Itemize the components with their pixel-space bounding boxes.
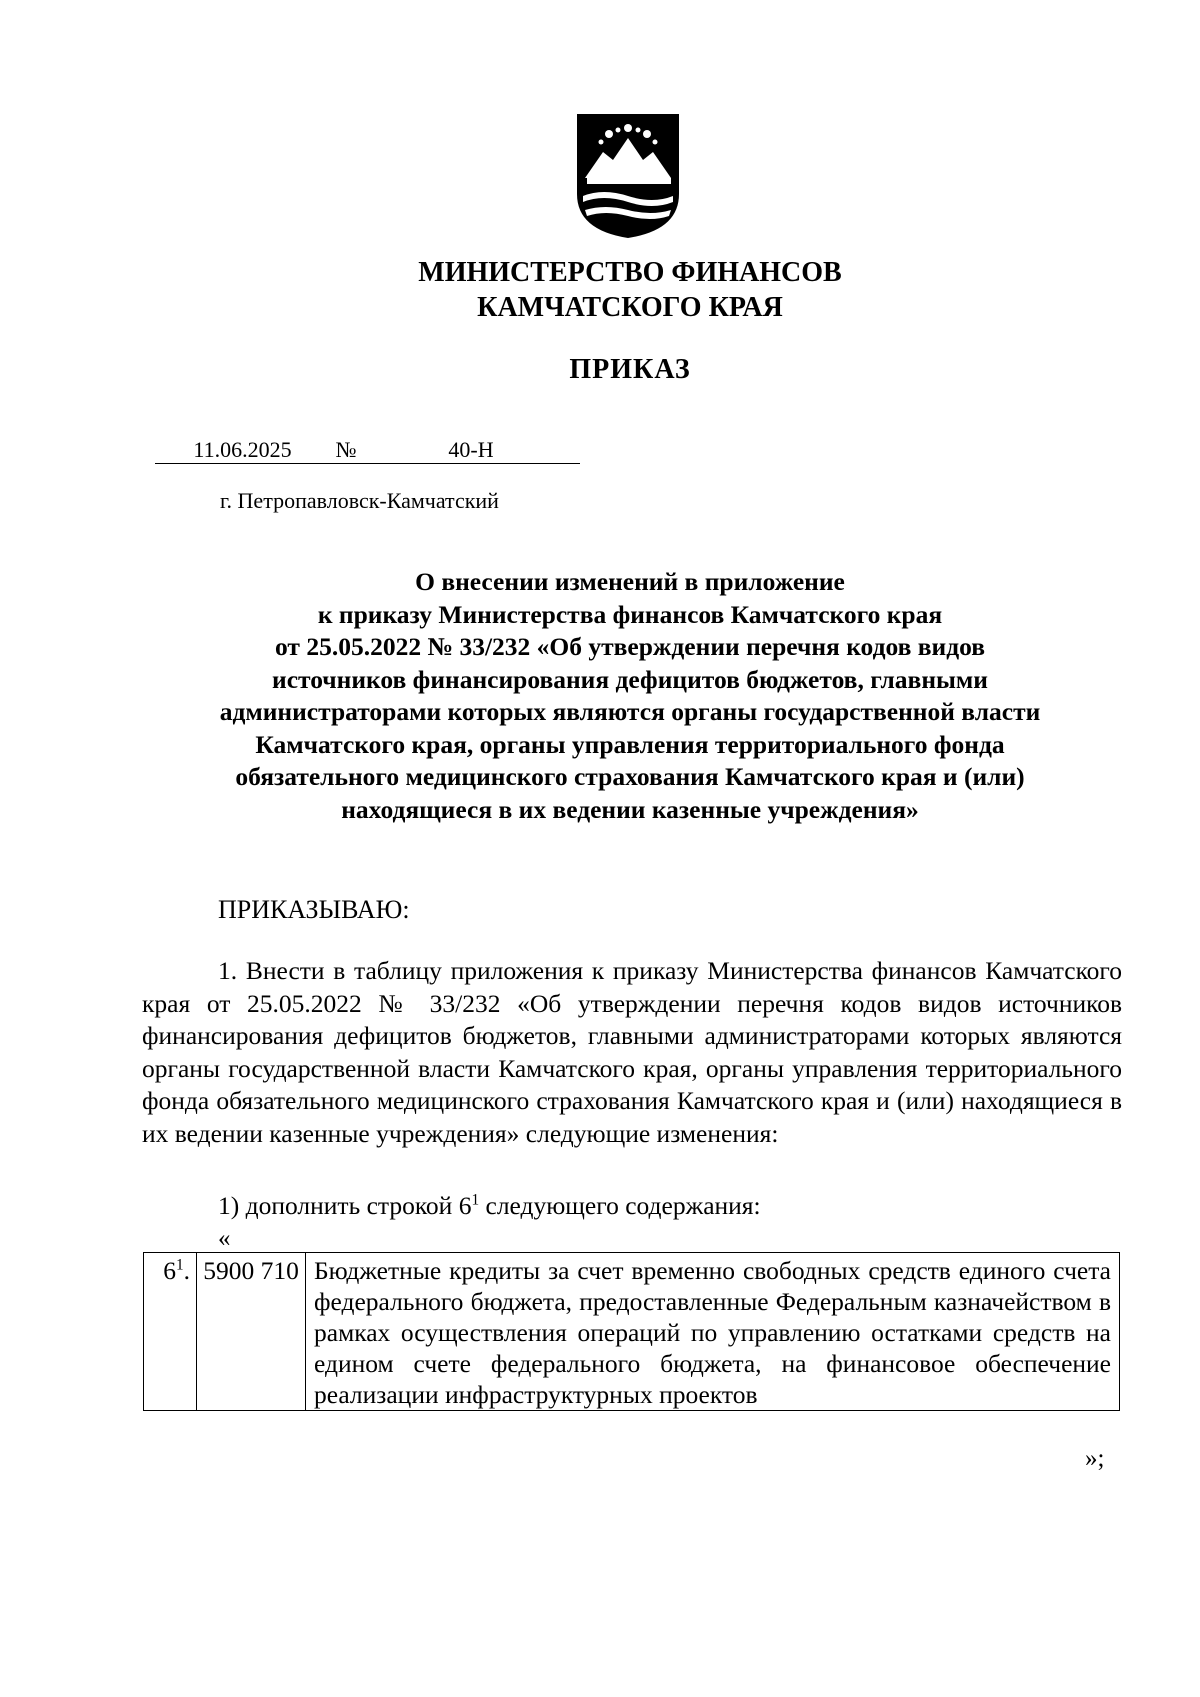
item-1-prefix: 1) дополнить строкой 6 — [218, 1191, 472, 1220]
paragraph-1: 1. Внести в таблицу приложения к приказу Министерства финансов Камчатского края от 25.05.2022 № 33/232 «Об утверждении перечня кодов видов источников финансирования дефицитов бюджетов, главными администраторами которых являются органы государственной власти Камчатского края, органы управления территориального фонда обязательного медицинского страхования Камчатского края и (или) находящиеся в их ведении казенные учреждения» следующие изменения: — [142, 956, 1122, 1148]
item-1 — [218, 1190, 1078, 1223]
order-number: 40-Н — [362, 437, 580, 464]
subject-line: источников финансирования дефицитов бюджетов, главными — [272, 664, 988, 694]
subject-line: обязательного медицинского страхования Камчатского края и (или) — [235, 762, 1025, 791]
code-cell: 5900 710 — [197, 1253, 306, 1411]
document-type: ПРИКАЗ — [569, 354, 691, 385]
order-subject — [170, 566, 1090, 826]
row-number-cell — [144, 1253, 197, 1411]
subject-line: находящиеся в их ведении казенные учреждения» — [341, 794, 919, 824]
order-directive: ПРИКАЗЫВАЮ: — [218, 895, 410, 924]
order-date: 11.06.2025 — [155, 437, 330, 464]
row-number-dot: . — [183, 1256, 190, 1285]
row-number-superscript: 1 — [175, 1256, 184, 1274]
item-1-superscript: 1 — [471, 1191, 480, 1209]
closing-quote: »; — [1085, 1445, 1105, 1472]
subject-line: Камчатского края, органы управления территориального фонда — [255, 729, 1005, 759]
description-cell: Бюджетные кредиты за счет временно свободных средств единого счета федерального бюджета, предоставленные Федеральным казначейством в рамках осуществления операций по управлению остатками средств на едином счете федерального бюджета, на финансовое обеспечение реализации инфраструктурных проектов — [306, 1253, 1120, 1411]
coat-of-arms-emblem — [573, 112, 683, 240]
item-1-suffix: следующего содержания: — [479, 1191, 761, 1220]
subject-line: О внесении изменений в приложение — [415, 567, 845, 596]
ministry-name-line2: КАМЧАТСКОГО КРАЯ — [477, 292, 783, 323]
subject-line: от 25.05.2022 № 33/232 «Об утверждении перечня кодов видов — [275, 632, 985, 661]
subject-line: администраторами которых являются органы государственной власти — [219, 697, 1041, 726]
number-sign: № — [330, 437, 362, 464]
table-row — [144, 1253, 1120, 1411]
amendment-table — [143, 1252, 1120, 1411]
row-number: 6 — [163, 1256, 176, 1285]
ministry-name-line1: МИНИСТЕРСТВО ФИНАНСОВ — [418, 257, 842, 288]
city: г. Петропавловск-Камчатский — [220, 488, 499, 513]
subject-line: к приказу Министерства финансов Камчатского края — [317, 599, 943, 629]
opening-quote: « — [218, 1225, 231, 1252]
